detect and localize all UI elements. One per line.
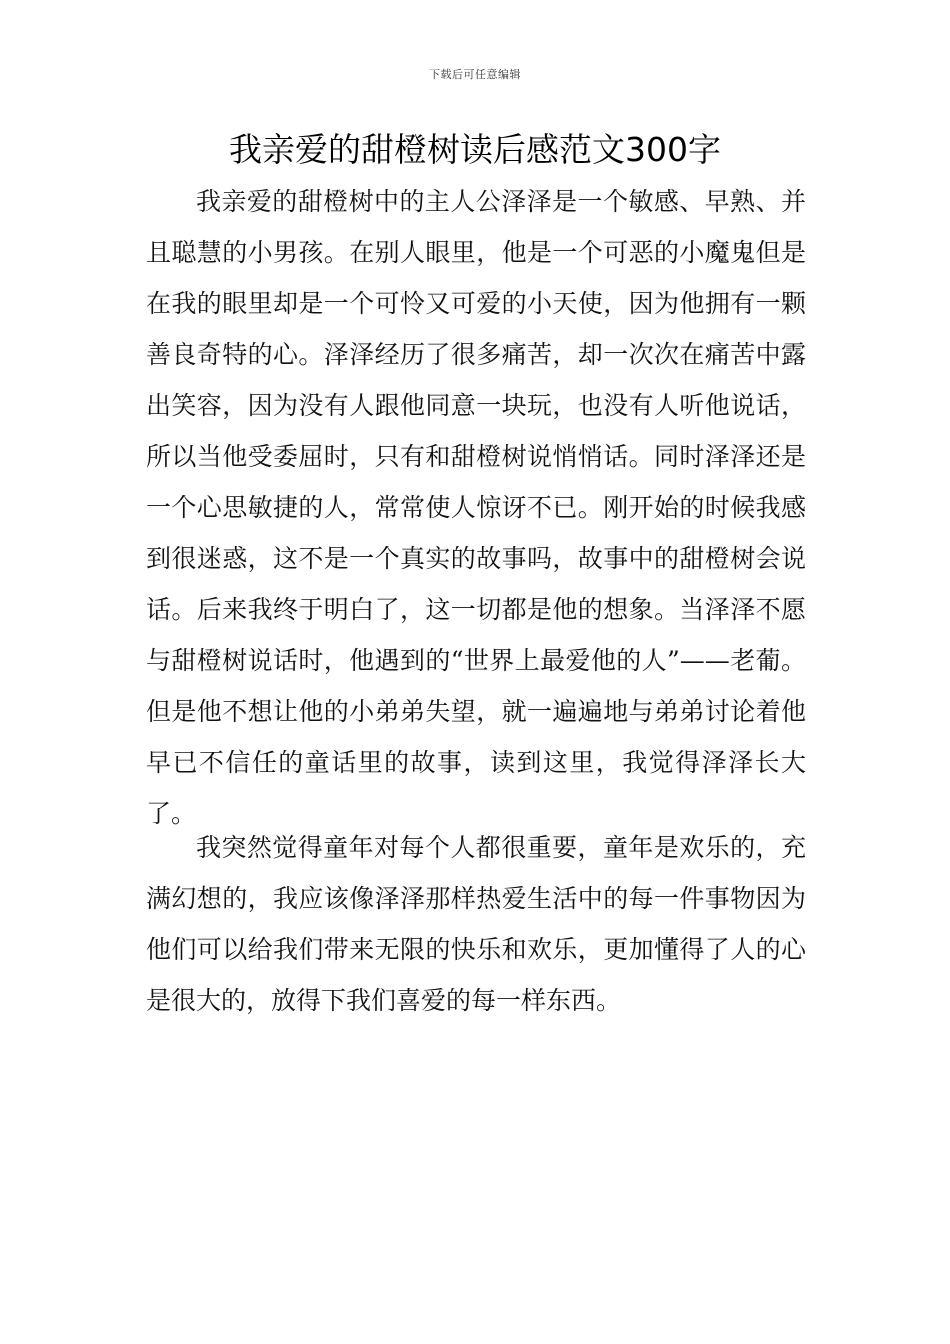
body-paragraph: 我亲爱的甜橙树中的主人公泽泽是一个敏感、早熟、并且聪慧的小男孩。在别人眼里，他是一个可恶的小魔鬼但是在我的眼里却是一个可怜又可爱的小天使，因为他拥有一颗善良奇特的心。泽泽经历了很多痛苦，却一次次在痛苦中露出笑容，因为没有人跟他同意一块玩，也没有人听他说话，所以当他受委屈时，只有和甜橙树说悄悄话。同时泽泽还是一个心思敏捷的人，常常使人惊讶不已。刚开始的时候我感到很迷惑，这不是一个真实的故事吗，故事中的甜橙树会说话。后来我终于明白了，这一切都是他的想象。当泽泽不愿与甜橙树说话时，他遇到的“世界上最爱他的人”——老葡。但是他不想让他的小弟弟失望，就一遍遍地与弟弟讨论着他早已不信任的童话里的故事，读到这里，我觉得泽泽长大了。 xyxy=(146,187,806,828)
header-note: 下载后可任意编辑 xyxy=(429,68,521,81)
body-paragraph: 我突然觉得童年对每个人都很重要，童年是欢乐的，充满幻想的，我应该像泽泽那样热爱生活中的每一件事物因为他们可以给我们带来无限的快乐和欢乐，更加懂得了人的心是很大的，放得下我们喜爱的每一样东西。 xyxy=(146,833,806,1015)
page-title: 我亲爱的甜橙树读后感范文300字 xyxy=(229,130,721,169)
